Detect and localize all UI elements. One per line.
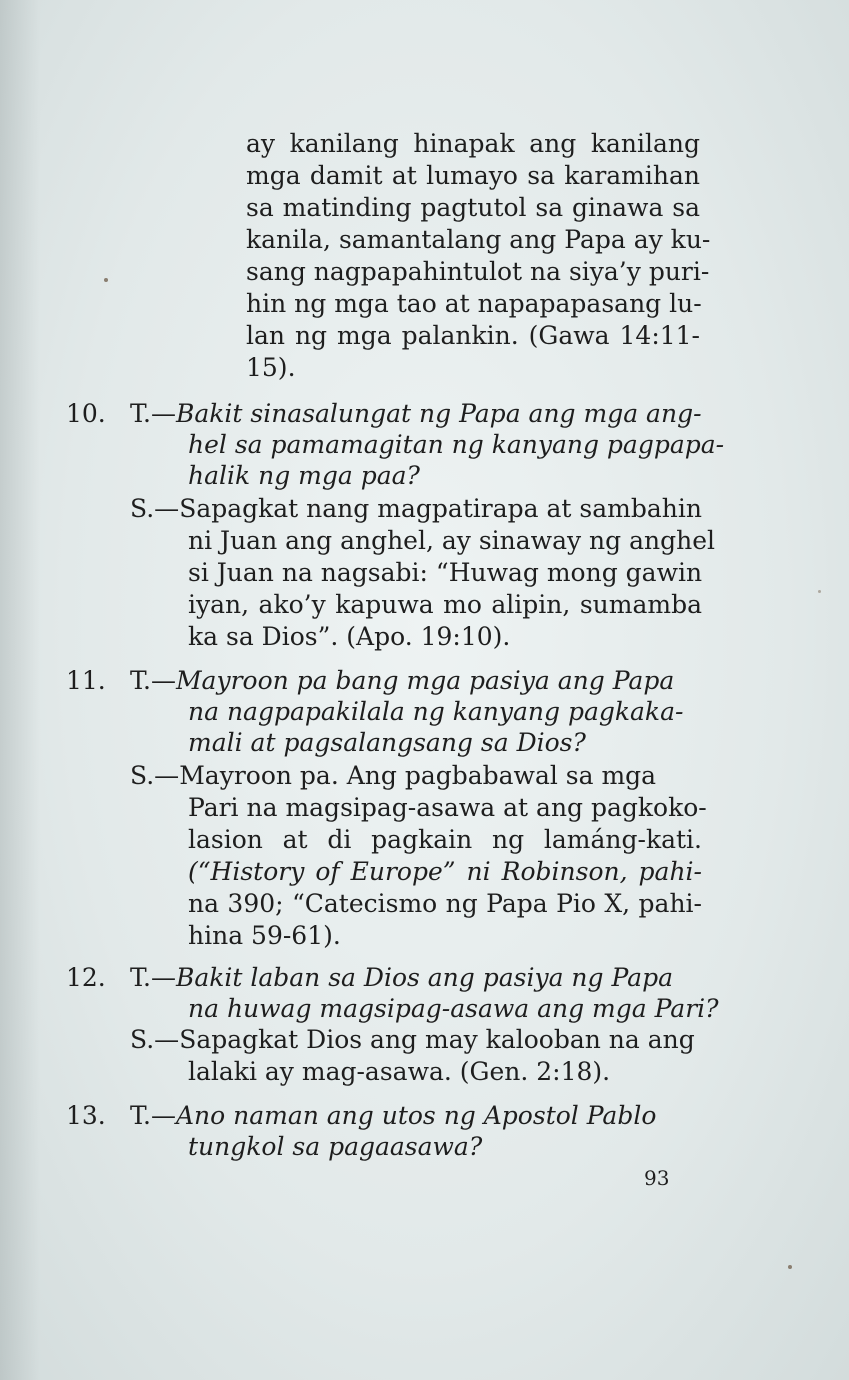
intro-line: lan ng mga palankin. (Gawa 14:11- [246, 321, 700, 350]
answer-line: si Juan na nagsabi: “Huwag mong gawin [188, 558, 703, 587]
question-line: na huwag magsipag-asawa ang mga Pari? [188, 994, 719, 1023]
question-number: 13. [66, 1101, 106, 1130]
question-line: hel sa pamamagitan ng kanyang pagpapa- [188, 430, 725, 459]
intro-line: 15). [246, 353, 296, 382]
question-text: Bakit laban sa Dios ang pasiya ng Papa [175, 963, 673, 992]
question-text: Bakit sinasalungat ng Papa ang mga ang- [175, 399, 702, 428]
question-number: 12. [66, 963, 106, 992]
answer-line [130, 494, 700, 524]
intro-line: hin ng mga tao at napapapasang lu- [246, 289, 702, 318]
question-text: Ano naman ang utos ng Apostol Pablo [175, 1101, 657, 1130]
answer-line [130, 761, 700, 791]
intro-line: sa matinding pagtutol sa ginawa sa [246, 193, 700, 222]
paper-speck [104, 278, 108, 282]
answer-text: Mayroon pa. Ang pagbabawal sa mga [179, 761, 657, 790]
question-number: 10. [66, 399, 106, 428]
page-spine-shadow [0, 0, 40, 1380]
intro-line: sang nagpapahintulot na siya’y puri- [246, 257, 710, 286]
answer-line: lasion at di pagkain ng lamáng-kati. [188, 825, 702, 854]
question-prefix: T.— [130, 1101, 176, 1130]
answer-line [130, 1025, 700, 1055]
answer-line: hina 59-61). [188, 921, 341, 950]
question-prefix: T.— [130, 666, 176, 695]
paper-speck [788, 1265, 792, 1269]
question-line [130, 399, 700, 429]
intro-line: ay kanilang hinapak ang kanilang [246, 129, 700, 158]
answer-line: ni Juan ang anghel, ay sinaway ng anghel [188, 526, 716, 555]
page-number: 93 [644, 1166, 670, 1190]
answer-prefix: S.— [130, 1025, 180, 1054]
answer-line: (“History of Europe” ni Robinson, pahi- [188, 857, 702, 886]
question-line: na nagpapakilala ng kanyang pagkaka- [188, 697, 684, 726]
question-line [130, 963, 700, 993]
paper-speck [818, 590, 821, 593]
question-line: halik ng mga paa? [188, 461, 420, 490]
question-number: 11. [66, 666, 106, 695]
question-line [130, 666, 700, 696]
question-line [130, 1101, 700, 1131]
answer-prefix: S.— [130, 494, 180, 523]
answer-line: na 390; “Catecismo ng Papa Pio X, pahi- [188, 889, 702, 918]
question-line: mali at pagsalangsang sa Dios? [188, 728, 586, 757]
answer-line: Pari na magsipag-asawa at ang pagkoko- [188, 793, 707, 822]
question-prefix: T.— [130, 399, 176, 428]
answer-line: ka sa Dios”. (Apo. 19:10). [188, 622, 511, 651]
answer-text: Sapagkat Dios ang may kalooban na ang [179, 1025, 695, 1054]
question-line: tungkol sa pagaasawa? [188, 1132, 483, 1161]
answer-line: lalaki ay mag-asawa. (Gen. 2:18). [188, 1057, 611, 1086]
intro-line: kanila, samantalang ang Papa ay ku- [246, 225, 711, 254]
answer-text: Sapagkat nang magpatirapa at sambahin [179, 494, 702, 523]
answer-prefix: S.— [130, 761, 180, 790]
question-text: Mayroon pa bang mga pasiya ang Papa [175, 666, 675, 695]
intro-line: mga damit at lumayo sa karamihan [246, 161, 700, 190]
answer-line: iyan, ako’y kapuwa mo alipin, sumamba [188, 590, 702, 619]
question-prefix: T.— [130, 963, 176, 992]
